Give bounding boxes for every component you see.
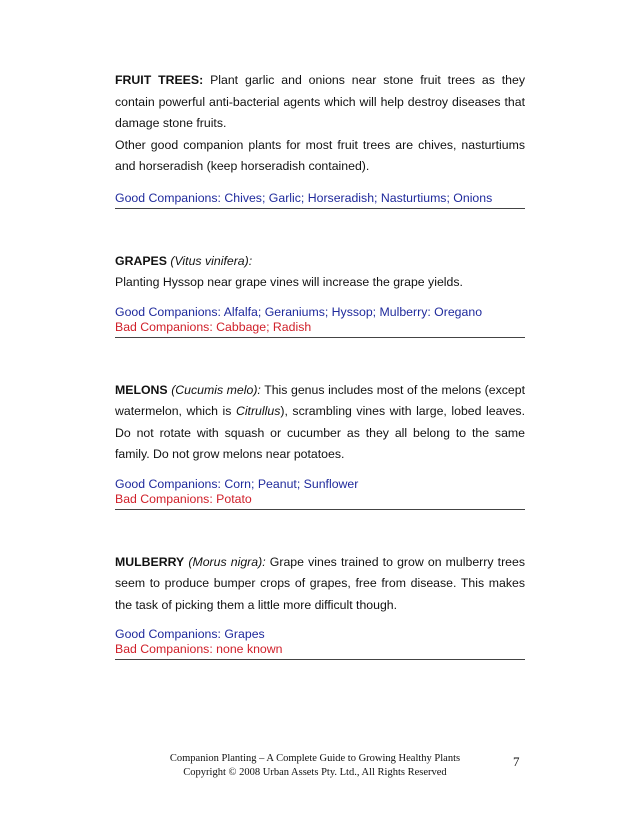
paragraph-text: ), scrambling vines with large, lobed leaves. Do not rotate with squash or cucumber as they all belong to the same family. Do not grow melons near potatoes. — [115, 404, 525, 461]
genus-name: Citrullus — [235, 404, 281, 418]
latin-name: (Morus nigra): — [188, 554, 266, 569]
good-companions: Good Companions: Chives; Garlic; Horseradish; Nasturtiums; Onions — [115, 190, 493, 205]
paragraph-text: This genus includes most of the melons (except watermelon, which is — [115, 382, 525, 418]
companions-box — [115, 191, 525, 209]
section-heading: MULBERRY — [115, 554, 185, 569]
footer-title: Companion Planting – A Complete Guide to Growing Healthy Plants — [169, 753, 461, 764]
page-footer — [150, 752, 480, 780]
page-number: 7 — [513, 754, 520, 769]
bad-companions: Bad Companions: Potato — [115, 491, 252, 506]
footer-copyright: Copyright © 2008 Urban Assets Pty. Ltd., All Rights Reserved — [183, 767, 447, 778]
good-companions: Good Companions: Alfalfa; Geraniums; Hyssop; Mulberry: Oregano — [115, 304, 483, 319]
good-companions: Good Companions: Grapes — [115, 627, 265, 641]
section-mulberry — [115, 552, 525, 661]
section-paragraph — [115, 272, 525, 294]
section-grapes — [115, 251, 525, 338]
paragraph-text: Grape vines trained to grow on mulberry trees seem to produce bumper crops of grapes, free from disease. This makes the task of picking them a little more difficult though. — [115, 554, 525, 612]
section-melons — [115, 380, 525, 510]
latin-name: (Vitus vinifera): — [170, 253, 253, 268]
section-paragraph — [115, 135, 525, 178]
companions-box — [115, 305, 525, 338]
section-heading: FRUIT TREES: — [115, 73, 204, 87]
latin-name: (Cucumis melo): — [171, 382, 261, 397]
paragraph-text: Planting Hyssop near grape vines will increase the grape yields. — [115, 275, 463, 289]
section-heading: MELONS — [115, 382, 168, 397]
companions-box — [115, 627, 525, 660]
companions-box — [115, 477, 525, 510]
section-paragraph — [115, 380, 525, 466]
document-body — [115, 70, 525, 702]
bad-companions: Bad Companions: none known — [115, 642, 283, 656]
section-fruit-trees — [115, 70, 525, 209]
section-paragraph — [115, 251, 525, 273]
section-heading: GRAPES — [115, 253, 167, 268]
paragraph-text: Other good companion plants for most fruit trees are chives, nasturtiums and horseradish (keep horseradish contained). — [115, 137, 525, 173]
good-companions: Good Companions: Corn; Peanut; Sunflower — [115, 476, 359, 491]
bad-companions: Bad Companions: Cabbage; Radish — [115, 319, 312, 334]
paragraph-text: Plant garlic and onions near stone fruit trees as they contain powerful anti-bacterial agents which will help destroy diseases that damage stone fruits. — [115, 73, 525, 130]
section-paragraph — [115, 70, 525, 135]
section-paragraph — [115, 552, 525, 617]
